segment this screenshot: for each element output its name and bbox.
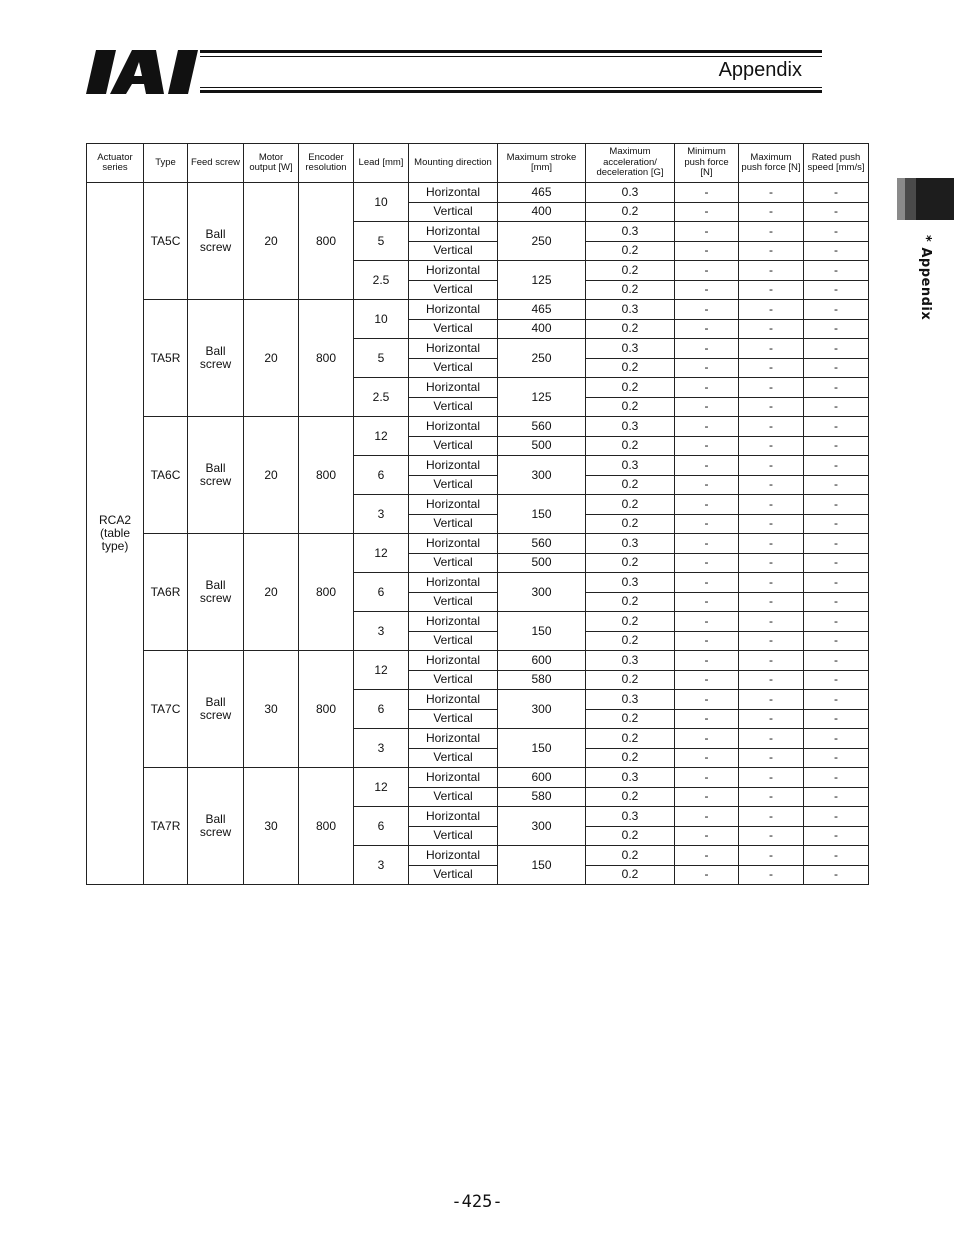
max-push-cell: - (739, 631, 804, 651)
table-header-row (87, 144, 869, 183)
rated-speed-cell: - (804, 787, 869, 807)
accel-cell: 0.2 (586, 553, 675, 573)
max-push-cell: - (739, 339, 804, 359)
lead-cell: 10 (354, 183, 409, 222)
stroke-cell: 125 (498, 378, 586, 417)
accel-cell: 0.2 (586, 826, 675, 846)
rated-speed-cell: - (804, 573, 869, 593)
accel-cell: 0.3 (586, 651, 675, 671)
rated-speed-cell: - (804, 319, 869, 339)
accel-cell: 0.2 (586, 261, 675, 281)
max-push-cell: - (739, 807, 804, 827)
rated-speed-cell: - (804, 865, 869, 885)
stroke-cell: 150 (498, 495, 586, 534)
mounting-cell: Vertical (409, 319, 498, 339)
min-push-cell: - (675, 846, 739, 866)
max-push-cell: - (739, 495, 804, 515)
mounting-cell: Horizontal (409, 339, 498, 359)
accel-cell: 0.2 (586, 475, 675, 495)
mounting-cell: Vertical (409, 787, 498, 807)
accel-cell: 0.2 (586, 748, 675, 768)
lead-cell: 6 (354, 690, 409, 729)
mounting-cell: Vertical (409, 748, 498, 768)
rated-speed-cell: - (804, 690, 869, 710)
min-push-cell: - (675, 631, 739, 651)
encoder-cell: 800 (299, 534, 354, 651)
mounting-cell: Horizontal (409, 300, 498, 320)
rated-speed-cell: - (804, 241, 869, 261)
column-header: Encoder resolution (299, 144, 354, 183)
lead-cell: 12 (354, 417, 409, 456)
max-push-cell: - (739, 280, 804, 300)
min-push-cell: - (675, 865, 739, 885)
accel-cell: 0.2 (586, 846, 675, 866)
stroke-cell: 600 (498, 651, 586, 671)
mounting-cell: Horizontal (409, 222, 498, 242)
mounting-cell: Vertical (409, 631, 498, 651)
rated-speed-cell: - (804, 807, 869, 827)
max-push-cell: - (739, 729, 804, 749)
rated-speed-cell: - (804, 651, 869, 671)
encoder-cell: 800 (299, 768, 354, 885)
rated-speed-cell: - (804, 417, 869, 437)
mounting-cell: Horizontal (409, 261, 498, 281)
mounting-cell: Horizontal (409, 807, 498, 827)
stroke-cell: 300 (498, 807, 586, 846)
mounting-cell: Horizontal (409, 612, 498, 632)
max-push-cell: - (739, 826, 804, 846)
type-cell: TA6R (144, 534, 188, 651)
min-push-cell: - (675, 651, 739, 671)
rated-speed-cell: - (804, 456, 869, 476)
max-push-cell: - (739, 670, 804, 690)
min-push-cell: - (675, 378, 739, 398)
accel-cell: 0.2 (586, 612, 675, 632)
mounting-cell: Vertical (409, 865, 498, 885)
mounting-cell: Vertical (409, 553, 498, 573)
table-row (87, 768, 869, 788)
max-push-cell: - (739, 300, 804, 320)
rated-speed-cell: - (804, 514, 869, 534)
section-tab-marker (897, 178, 954, 220)
max-push-cell: - (739, 865, 804, 885)
mounting-cell: Vertical (409, 397, 498, 417)
column-header: Minimum push force [N] (675, 144, 739, 183)
accel-cell: 0.2 (586, 280, 675, 300)
mounting-cell: Vertical (409, 475, 498, 495)
min-push-cell: - (675, 261, 739, 281)
accel-cell: 0.3 (586, 339, 675, 359)
accel-cell: 0.2 (586, 241, 675, 261)
lead-cell: 3 (354, 495, 409, 534)
lead-cell: 3 (354, 846, 409, 885)
accel-cell: 0.2 (586, 729, 675, 749)
rated-speed-cell: - (804, 612, 869, 632)
min-push-cell: - (675, 495, 739, 515)
stroke-cell: 400 (498, 202, 586, 222)
table-row (87, 534, 869, 554)
min-push-cell: - (675, 397, 739, 417)
page-title: Appendix (718, 59, 802, 81)
max-push-cell: - (739, 651, 804, 671)
max-push-cell: - (739, 417, 804, 437)
encoder-cell: 800 (299, 300, 354, 417)
rated-speed-cell: - (804, 495, 869, 515)
rated-speed-cell: - (804, 183, 869, 203)
stroke-cell: 300 (498, 690, 586, 729)
column-header: Feed screw (188, 144, 244, 183)
stroke-cell: 500 (498, 553, 586, 573)
motor-output-cell: 20 (244, 534, 299, 651)
max-push-cell: - (739, 612, 804, 632)
max-push-cell: - (739, 690, 804, 710)
min-push-cell: - (675, 592, 739, 612)
max-push-cell: - (739, 456, 804, 476)
accel-cell: 0.3 (586, 300, 675, 320)
lead-cell: 10 (354, 300, 409, 339)
mounting-cell: Horizontal (409, 534, 498, 554)
max-push-cell: - (739, 748, 804, 768)
mounting-cell: Vertical (409, 592, 498, 612)
header-rule (200, 87, 822, 88)
max-push-cell: - (739, 768, 804, 788)
mounting-cell: Horizontal (409, 183, 498, 203)
accel-cell: 0.2 (586, 319, 675, 339)
stroke-cell: 560 (498, 417, 586, 437)
accel-cell: 0.2 (586, 436, 675, 456)
mounting-cell: Vertical (409, 670, 498, 690)
stroke-cell: 300 (498, 456, 586, 495)
iai-logo (86, 50, 198, 94)
max-push-cell: - (739, 222, 804, 242)
column-header: Mounting direction (409, 144, 498, 183)
feed-screw-cell: Ball screw (188, 300, 244, 417)
rated-speed-cell: - (804, 670, 869, 690)
stroke-cell: 600 (498, 768, 586, 788)
rated-speed-cell: - (804, 553, 869, 573)
max-push-cell: - (739, 358, 804, 378)
max-push-cell: - (739, 378, 804, 398)
rated-speed-cell: - (804, 631, 869, 651)
stroke-cell: 465 (498, 183, 586, 203)
stroke-cell: 150 (498, 612, 586, 651)
max-push-cell: - (739, 397, 804, 417)
lead-cell: 2.5 (354, 261, 409, 300)
min-push-cell: - (675, 807, 739, 827)
stroke-cell: 580 (498, 670, 586, 690)
accel-cell: 0.3 (586, 807, 675, 827)
stroke-cell: 560 (498, 534, 586, 554)
accel-cell: 0.2 (586, 378, 675, 398)
feed-screw-cell: Ball screw (188, 768, 244, 885)
min-push-cell: - (675, 280, 739, 300)
column-header: Type (144, 144, 188, 183)
min-push-cell: - (675, 670, 739, 690)
min-push-cell: - (675, 417, 739, 437)
mounting-cell: Horizontal (409, 456, 498, 476)
min-push-cell: - (675, 456, 739, 476)
accel-cell: 0.2 (586, 670, 675, 690)
min-push-cell: - (675, 202, 739, 222)
min-push-cell: - (675, 729, 739, 749)
accel-cell: 0.2 (586, 592, 675, 612)
accel-cell: 0.2 (586, 514, 675, 534)
encoder-cell: 800 (299, 183, 354, 300)
mounting-cell: Horizontal (409, 573, 498, 593)
min-push-cell: - (675, 553, 739, 573)
min-push-cell: - (675, 514, 739, 534)
rated-speed-cell: - (804, 768, 869, 788)
rated-speed-cell: - (804, 475, 869, 495)
header-rule (200, 90, 822, 93)
mounting-cell: Horizontal (409, 729, 498, 749)
column-header: Lead [mm] (354, 144, 409, 183)
accel-cell: 0.3 (586, 690, 675, 710)
rated-speed-cell: - (804, 709, 869, 729)
stroke-cell: 150 (498, 846, 586, 885)
min-push-cell: - (675, 534, 739, 554)
lead-cell: 6 (354, 573, 409, 612)
motor-output-cell: 20 (244, 183, 299, 300)
min-push-cell: - (675, 709, 739, 729)
mounting-cell: Horizontal (409, 690, 498, 710)
min-push-cell: - (675, 612, 739, 632)
page-number: -425- (451, 1192, 503, 1212)
accel-cell: 0.2 (586, 865, 675, 885)
min-push-cell: - (675, 768, 739, 788)
max-push-cell: - (739, 573, 804, 593)
min-push-cell: - (675, 339, 739, 359)
rated-speed-cell: - (804, 436, 869, 456)
table-row (87, 183, 869, 203)
rated-speed-cell: - (804, 846, 869, 866)
max-push-cell: - (739, 553, 804, 573)
accel-cell: 0.3 (586, 456, 675, 476)
motor-output-cell: 20 (244, 300, 299, 417)
rated-speed-cell: - (804, 280, 869, 300)
column-header: Motor output [W] (244, 144, 299, 183)
encoder-cell: 800 (299, 417, 354, 534)
accel-cell: 0.3 (586, 417, 675, 437)
max-push-cell: - (739, 261, 804, 281)
stroke-cell: 150 (498, 729, 586, 768)
table-row (87, 417, 869, 437)
motor-output-cell: 20 (244, 417, 299, 534)
accel-cell: 0.3 (586, 222, 675, 242)
rated-speed-cell: - (804, 534, 869, 554)
max-push-cell: - (739, 592, 804, 612)
section-tab-label: * Appendix (918, 235, 933, 321)
accel-cell: 0.3 (586, 573, 675, 593)
accel-cell: 0.2 (586, 787, 675, 807)
rated-speed-cell: - (804, 748, 869, 768)
mounting-cell: Vertical (409, 436, 498, 456)
max-push-cell: - (739, 846, 804, 866)
type-cell: TA5R (144, 300, 188, 417)
accel-cell: 0.3 (586, 768, 675, 788)
rated-speed-cell: - (804, 339, 869, 359)
max-push-cell: - (739, 319, 804, 339)
stroke-cell: 500 (498, 436, 586, 456)
min-push-cell: - (675, 690, 739, 710)
accel-cell: 0.2 (586, 397, 675, 417)
column-header: Rated push speed [mm/s] (804, 144, 869, 183)
feed-screw-cell: Ball screw (188, 534, 244, 651)
lead-cell: 12 (354, 534, 409, 573)
encoder-cell: 800 (299, 651, 354, 768)
max-push-cell: - (739, 709, 804, 729)
column-header: Maximum push force [N] (739, 144, 804, 183)
lead-cell: 2.5 (354, 378, 409, 417)
rated-speed-cell: - (804, 397, 869, 417)
min-push-cell: - (675, 573, 739, 593)
column-header: Maximum stroke [mm] (498, 144, 586, 183)
rated-speed-cell: - (804, 261, 869, 281)
stroke-cell: 125 (498, 261, 586, 300)
stroke-cell: 300 (498, 573, 586, 612)
lead-cell: 5 (354, 339, 409, 378)
header-rule (200, 50, 822, 53)
rated-speed-cell: - (804, 358, 869, 378)
max-push-cell: - (739, 202, 804, 222)
lead-cell: 3 (354, 612, 409, 651)
rated-speed-cell: - (804, 222, 869, 242)
lead-cell: 12 (354, 651, 409, 690)
mounting-cell: Vertical (409, 709, 498, 729)
accel-cell: 0.2 (586, 709, 675, 729)
actuator-series-cell: RCA2 (table type) (87, 183, 144, 885)
lead-cell: 5 (354, 222, 409, 261)
stroke-cell: 250 (498, 222, 586, 261)
min-push-cell: - (675, 300, 739, 320)
rated-speed-cell: - (804, 592, 869, 612)
min-push-cell: - (675, 319, 739, 339)
mounting-cell: Horizontal (409, 768, 498, 788)
column-header: Actuator series (87, 144, 144, 183)
max-push-cell: - (739, 475, 804, 495)
max-push-cell: - (739, 241, 804, 261)
motor-output-cell: 30 (244, 768, 299, 885)
min-push-cell: - (675, 222, 739, 242)
min-push-cell: - (675, 748, 739, 768)
type-cell: TA7R (144, 768, 188, 885)
rated-speed-cell: - (804, 729, 869, 749)
table-row (87, 651, 869, 671)
mounting-cell: Vertical (409, 358, 498, 378)
motor-output-cell: 30 (244, 651, 299, 768)
lead-cell: 6 (354, 807, 409, 846)
mounting-cell: Vertical (409, 202, 498, 222)
lead-cell: 3 (354, 729, 409, 768)
stroke-cell: 250 (498, 339, 586, 378)
stroke-cell: 580 (498, 787, 586, 807)
max-push-cell: - (739, 183, 804, 203)
accel-cell: 0.2 (586, 358, 675, 378)
accel-cell: 0.2 (586, 202, 675, 222)
min-push-cell: - (675, 436, 739, 456)
mounting-cell: Horizontal (409, 846, 498, 866)
accel-cell: 0.2 (586, 631, 675, 651)
min-push-cell: - (675, 358, 739, 378)
min-push-cell: - (675, 183, 739, 203)
mounting-cell: Vertical (409, 826, 498, 846)
min-push-cell: - (675, 475, 739, 495)
type-cell: TA7C (144, 651, 188, 768)
max-push-cell: - (739, 534, 804, 554)
stroke-cell: 465 (498, 300, 586, 320)
rated-speed-cell: - (804, 378, 869, 398)
rated-speed-cell: - (804, 300, 869, 320)
column-header: Maximum acceleration/ deceleration [G] (586, 144, 675, 183)
rated-speed-cell: - (804, 826, 869, 846)
accel-cell: 0.2 (586, 495, 675, 515)
max-push-cell: - (739, 787, 804, 807)
mounting-cell: Vertical (409, 241, 498, 261)
lead-cell: 6 (354, 456, 409, 495)
feed-screw-cell: Ball screw (188, 651, 244, 768)
feed-screw-cell: Ball screw (188, 417, 244, 534)
lead-cell: 12 (354, 768, 409, 807)
min-push-cell: - (675, 241, 739, 261)
mounting-cell: Vertical (409, 280, 498, 300)
spec-table (86, 143, 869, 885)
mounting-cell: Horizontal (409, 417, 498, 437)
max-push-cell: - (739, 436, 804, 456)
mounting-cell: Vertical (409, 514, 498, 534)
table-row (87, 300, 869, 320)
max-push-cell: - (739, 514, 804, 534)
rated-speed-cell: - (804, 202, 869, 222)
mounting-cell: Horizontal (409, 651, 498, 671)
mounting-cell: Horizontal (409, 495, 498, 515)
stroke-cell: 400 (498, 319, 586, 339)
type-cell: TA6C (144, 417, 188, 534)
min-push-cell: - (675, 826, 739, 846)
accel-cell: 0.3 (586, 534, 675, 554)
header-rule (200, 56, 822, 57)
min-push-cell: - (675, 787, 739, 807)
feed-screw-cell: Ball screw (188, 183, 244, 300)
type-cell: TA5C (144, 183, 188, 300)
mounting-cell: Horizontal (409, 378, 498, 398)
accel-cell: 0.3 (586, 183, 675, 203)
